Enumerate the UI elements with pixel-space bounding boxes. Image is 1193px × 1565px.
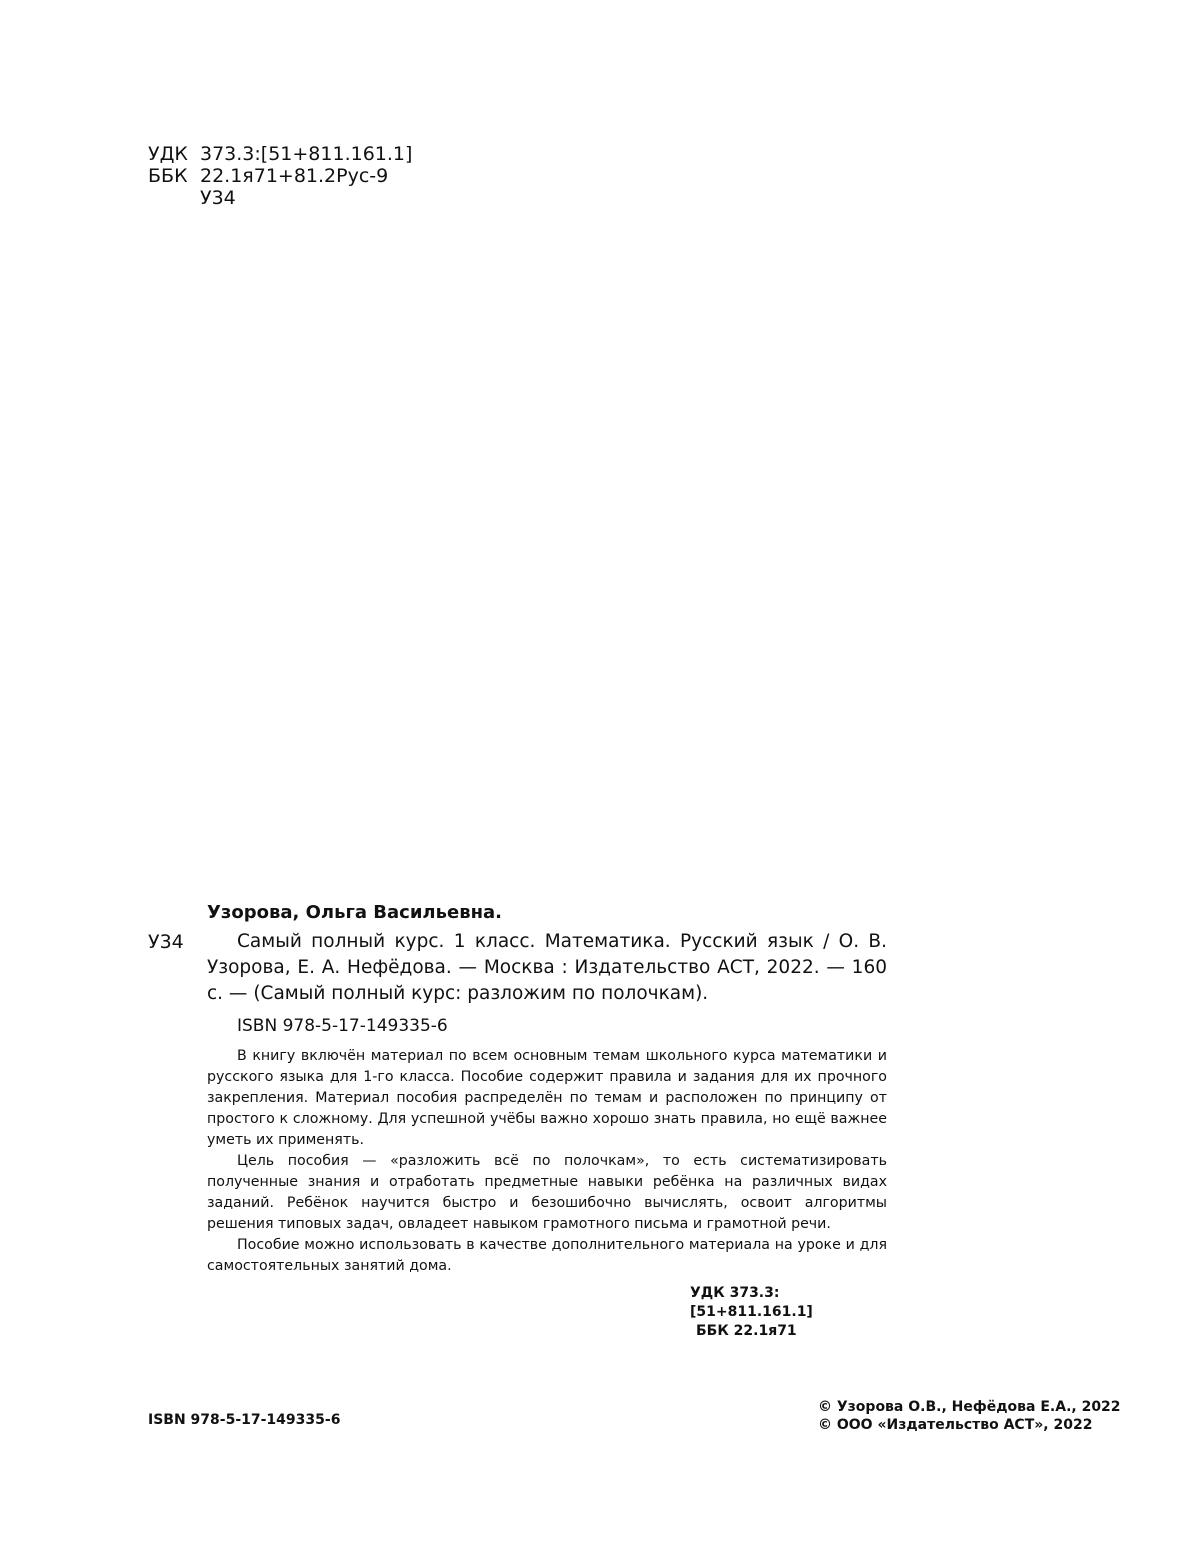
bibliographic-description: Самый полный курс. 1 класс. Математика. Русский язык / О. В. Узорова, Е. А. Нефёдова. — Москва : Издательство АСТ, 2022. — 160 с. — (Самый полный курс: разложим по полочкам). — [207, 931, 887, 1004]
bbk-code: ББК 22.1я71 — [696, 1323, 797, 1339]
copyright-authors: © Узорова О.В., Нефёдова Е.А., 2022 — [818, 1399, 1121, 1415]
annotation-paragraph: В книгу включён материал по всем основным темам школьного курса математики и русского языка для 1-го класса. Пособие содержит правила и задания для их прочного закрепления. Материал пособия распределён по темам и расположен по принципу от простого к сложному. Для успешной учёбы важно хорошо знать правила, но ещё важнее уметь их применять. — [207, 1048, 887, 1148]
annotation-paragraph: Пособие можно использовать в качестве дополнительного материала на уроке и для самостоятельных занятий дома. — [207, 1237, 887, 1274]
bbk-row — [148, 165, 412, 187]
udk-label: УДК — [148, 143, 188, 165]
author-sign-header: У34 — [200, 187, 236, 209]
udk-value: 373.3:[51+811.161.1] — [200, 143, 413, 165]
author-sign: У34 — [148, 931, 184, 953]
bbk-label: ББК — [148, 165, 188, 187]
classification-codes — [690, 1284, 886, 1341]
annotation — [207, 1046, 887, 1277]
copyright-block — [818, 1398, 1121, 1434]
udk-code: УДК 373.3:[51+811.161.1] — [690, 1285, 813, 1320]
classification-header — [148, 143, 412, 209]
udk-row — [148, 143, 412, 165]
copyright-publisher: © ООО «Издательство АСТ», 2022 — [818, 1417, 1093, 1433]
author-heading: Узорова, Ольга Васильевна. — [207, 902, 503, 923]
annotation-paragraph: Цель пособия — «разложить всё по полочкам», то есть систематизировать полученные знания и отработать предметные навыки ребёнка на различных видах заданий. Ребёнок научится быстро и безошибочно вычислять, освоит алгоритмы решения типовых задач, овладеет навыком грамотного письма и грамотной речи. — [207, 1153, 887, 1232]
isbn-footer: ISBN 978-5-17-149335-6 — [148, 1412, 341, 1428]
bbk-value: 22.1я71+81.2Рус-9 — [200, 165, 389, 187]
isbn-record: ISBN 978-5-17-149335-6 — [237, 1016, 448, 1036]
